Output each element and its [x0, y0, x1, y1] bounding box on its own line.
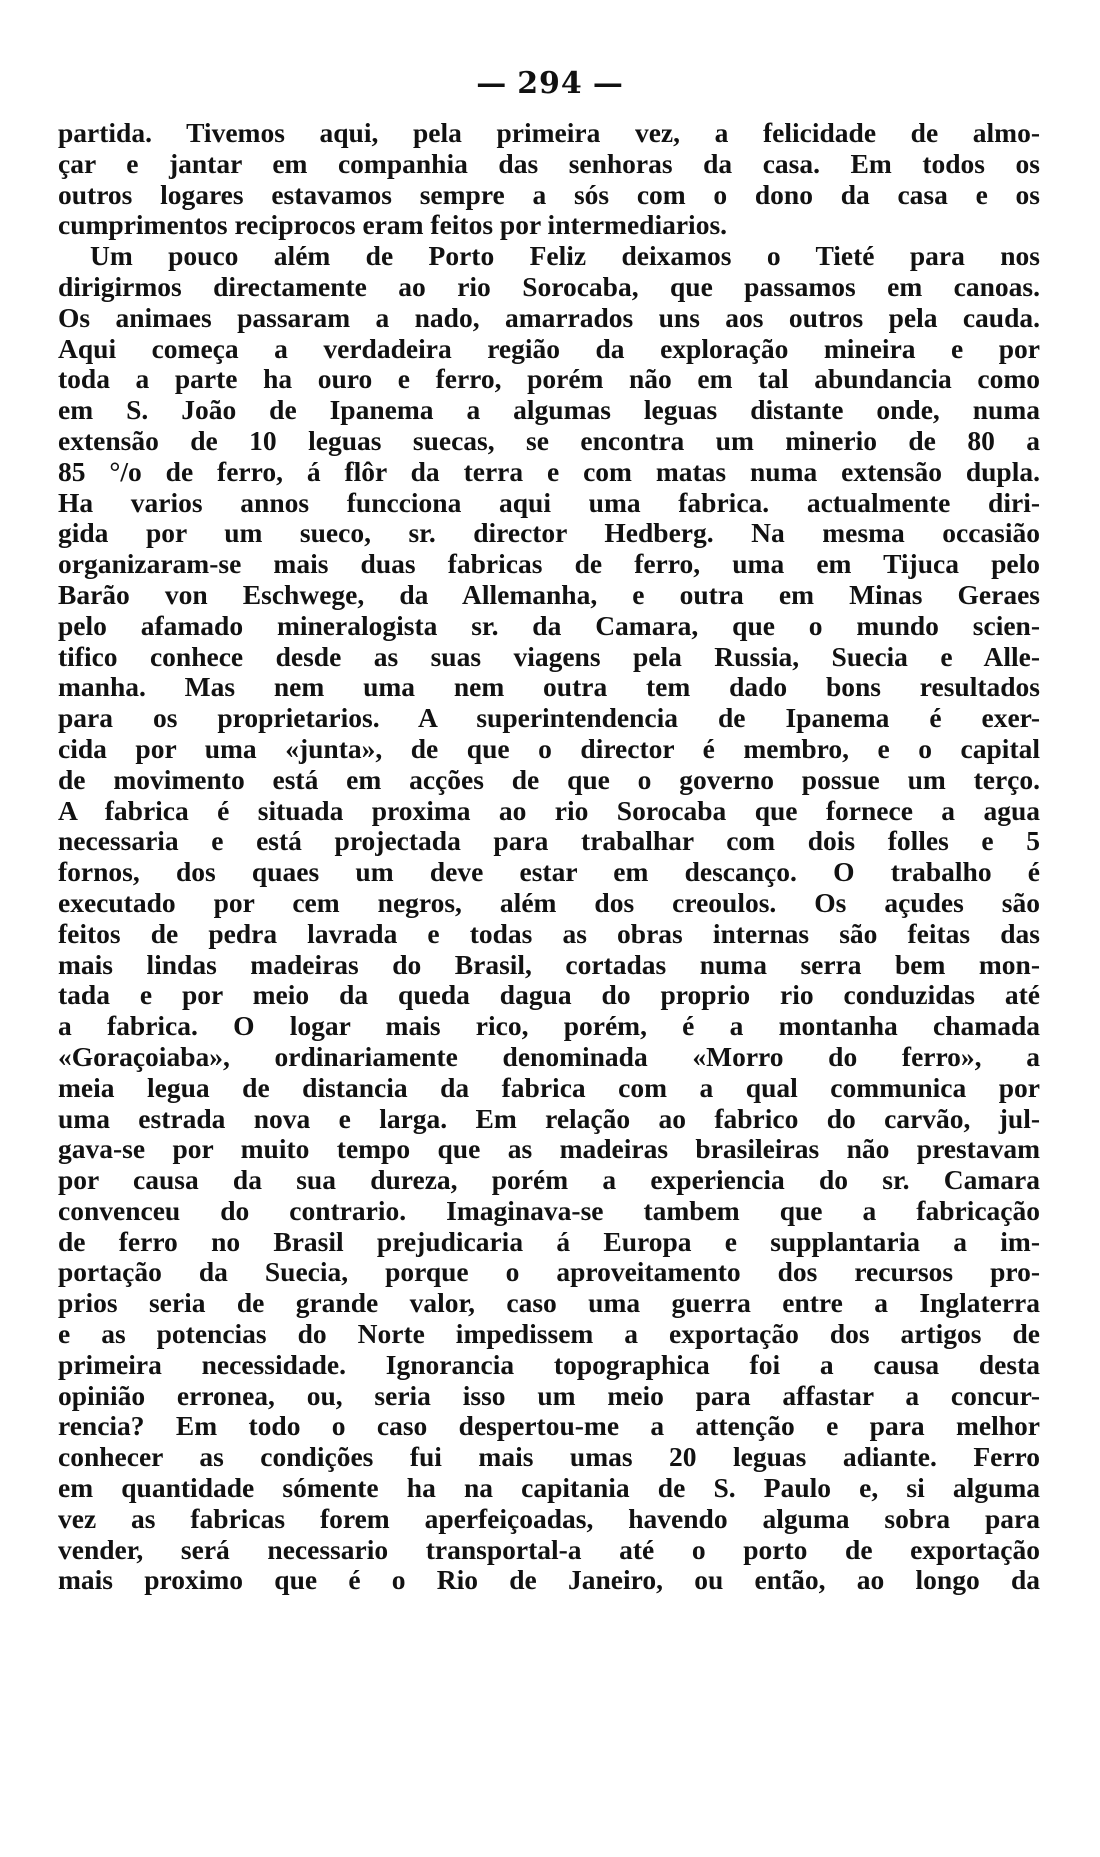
text-line: fornos, dos quaes um deve estar em descanço. O trabalho é: [58, 856, 1040, 888]
text-line: dirigirmos directamente ao rio Sorocaba, que passamos em canoas.: [58, 270, 1040, 302]
text-line: A fabrica é situada proxima ao rio Sorocaba que fornece a agua: [58, 794, 1040, 826]
text-line: uma estrada nova e larga. Em relação ao fabrico do carvão, jul-: [58, 1102, 1040, 1134]
text-line: primeira necessidade. Ignorancia topographica foi a causa desta: [58, 1348, 1040, 1380]
text-line: em quantidade sómente ha na capitania de S. Paulo e, si alguma: [58, 1472, 1040, 1504]
text-line: de ferro no Brasil prejudicaria á Europa e supplantaria a im-: [58, 1225, 1040, 1257]
text-line: mais lindas madeiras do Brasil, cortadas numa serra bem mon-: [58, 948, 1040, 980]
text-line: conhecer as condições fui mais umas 20 leguas adiante. Ferro: [58, 1441, 1040, 1473]
text-line: Um pouco além de Porto Feliz deixamos o Tieté para nos: [90, 240, 1040, 272]
text-line: por causa da sua dureza, porém a experiencia do sr. Camara: [58, 1164, 1040, 1196]
page-number-dash-left: —: [476, 66, 508, 101]
text-line: em S. João de Ipanema a algumas leguas distante onde, numa: [58, 394, 1040, 426]
text-line: Ha varios annos funcciona aqui uma fabrica. actualmente diri-: [58, 486, 1040, 518]
text-line: vez as fabricas forem aperfeiçoadas, havendo alguma sobra para: [58, 1502, 1040, 1534]
text-line: extensão de 10 leguas suecas, se encontra um minerio de 80 a: [58, 424, 1040, 456]
text-line: meia legua de distancia da fabrica com a qual communica por: [58, 1071, 1040, 1103]
text-line: organizaram-se mais duas fabricas de ferro, uma em Tijuca pelo: [58, 548, 1040, 580]
page-number-dash-right: —: [592, 66, 624, 101]
text-line: pelo afamado mineralogista sr. da Camara, que o mundo scien-: [58, 609, 1040, 641]
text-line: tifico conhece desde as suas viagens pela Russia, Suecia e Alle-: [58, 640, 1040, 672]
text-line: a fabrica. O logar mais rico, porém, é a montanha chamada: [58, 1010, 1040, 1042]
text-line: «Goraçoiaba», ordinariamente denominada «Morro do ferro», a: [58, 1040, 1040, 1072]
text-line: mais proximo que é o Rio de Janeiro, ou então, ao longo da: [58, 1564, 1040, 1596]
text-line: de movimento está em acções de que o governo possue um terço.: [58, 763, 1040, 795]
text-line: cida por uma «junta», de que o director é membro, e o capital: [58, 732, 1040, 764]
text-line: outros logares estavamos sempre a sós com o dono da casa e os: [58, 178, 1040, 210]
text-line: feitos de pedra lavrada e todas as obras internas são feitas das: [58, 917, 1040, 949]
text-line: rencia? Em todo o caso despertou-me a attenção e para melhor: [58, 1410, 1040, 1442]
text-line: para os proprietarios. A superintendencia de Ipanema é exer-: [58, 702, 1040, 734]
text-line: opinião erronea, ou, seria isso um meio para affastar a concur-: [58, 1379, 1040, 1411]
text-line: tada e por meio da queda dagua do proprio rio conduzidas até: [58, 979, 1040, 1011]
text-line: necessaria e está projectada para trabalhar com dois folles e 5: [58, 825, 1040, 857]
text-line: Os animaes passaram a nado, amarrados uns aos outros pela cauda.: [58, 301, 1040, 333]
text-line: executado por cem negros, além dos creoulos. Os açudes são: [58, 886, 1040, 918]
text-line: gava-se por muito tempo que as madeiras brasileiras não prestavam: [58, 1133, 1040, 1165]
text-line: cumprimentos reciprocos eram feitos por intermediarios.: [58, 209, 728, 241]
text-line: manha. Mas nem uma nem outra tem dado bons resultados: [58, 671, 1040, 703]
text-line: çar e jantar em companhia das senhoras da casa. Em todos os: [58, 147, 1040, 179]
text-line: partida. Tivemos aqui, pela primeira vez, a felicidade de almo-: [58, 117, 1040, 148]
page-number: 294: [517, 66, 583, 101]
page-number-header: [0, 66, 1100, 101]
text-line: convenceu do contrario. Imaginava-se tambem que a fabricação: [58, 1194, 1040, 1226]
text-line: portação da Suecia, porque o aproveitamento dos recursos pro-: [58, 1256, 1040, 1288]
text-line: 85 °/o de ferro, á flôr da terra e com matas numa extensão dupla.: [58, 455, 1040, 487]
text-line: gida por um sueco, sr. director Hedberg. Na mesma occasião: [58, 517, 1040, 549]
text-line: vender, será necessario transportal-a até o porto de exportação: [58, 1533, 1040, 1565]
text-line: toda a parte ha ouro e ferro, porém não em tal abundancia como: [58, 363, 1040, 395]
text-line: Aqui começa a verdadeira região da exploração mineira e por: [58, 332, 1040, 364]
text-line: Barão von Eschwege, da Allemanha, e outra em Minas Geraes: [58, 578, 1040, 610]
text-line: e as potencias do Norte impedissem a exportação dos artigos de: [58, 1318, 1040, 1350]
body-text: [58, 118, 1040, 1596]
text-line: prios seria de grande valor, caso uma guerra entre a Inglaterra: [58, 1287, 1040, 1319]
